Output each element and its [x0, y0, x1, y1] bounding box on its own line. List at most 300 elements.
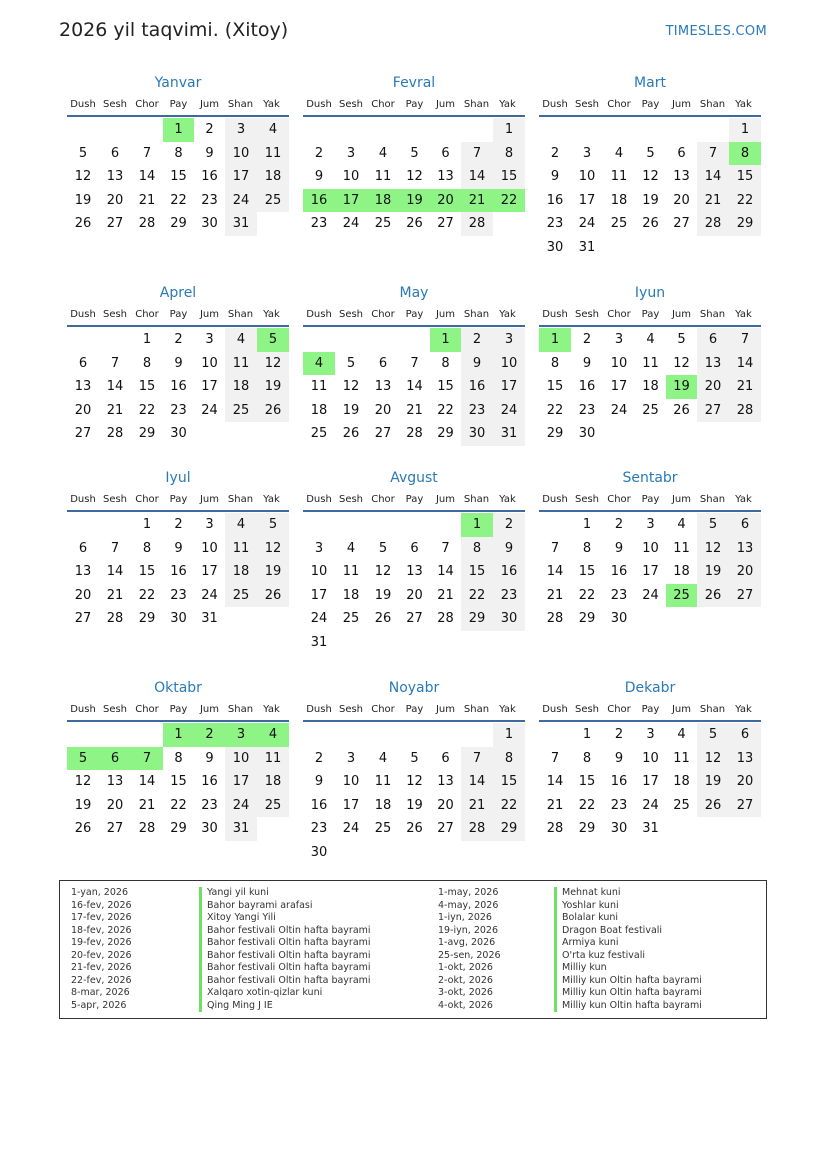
- day-cell: 17: [342, 797, 360, 813]
- month-sentabr: [539, 468, 761, 631]
- day-cell: 18: [673, 774, 690, 789]
- day-cell: 8: [174, 750, 183, 766]
- day-cell: 25: [673, 797, 690, 813]
- day-cell: 17: [642, 774, 659, 789]
- day-cell: 15: [138, 379, 156, 394]
- header-divider: [539, 510, 761, 512]
- day-cell: 15: [461, 560, 493, 584]
- day-cell: 20: [74, 402, 92, 418]
- day-cell: 15: [729, 165, 761, 189]
- day-cell: 5: [677, 332, 686, 347]
- day-empty: [430, 513, 461, 537]
- day-cell: 18: [342, 587, 360, 603]
- day-cell-holiday: 5: [257, 328, 289, 352]
- day-cell: 6: [410, 540, 419, 556]
- day-cell: 18: [642, 379, 659, 394]
- month-name: Fevral: [392, 75, 436, 91]
- day-grid: [303, 118, 525, 236]
- day-cell: 14: [729, 352, 761, 376]
- day-cell: 13: [406, 564, 423, 579]
- day-cell: 10: [225, 142, 257, 166]
- day-cell: 1: [582, 517, 592, 532]
- day-cell: 19: [642, 192, 659, 208]
- day-cell: 19: [74, 192, 92, 208]
- weekday-label: Shan: [463, 704, 490, 715]
- day-grid: [67, 118, 289, 236]
- day-empty: [367, 118, 399, 142]
- day-empty: [99, 118, 131, 142]
- weekday-label: Shan: [699, 309, 726, 320]
- day-cell: 27: [729, 794, 761, 818]
- day-cell: 28: [437, 611, 454, 626]
- weekday-label: Dush: [306, 309, 332, 320]
- day-cell: 15: [546, 379, 564, 394]
- weekday-label: Pay: [405, 704, 424, 715]
- day-cell: 23: [461, 399, 493, 423]
- header-divider: [67, 115, 289, 117]
- day-cell: 2: [205, 122, 214, 137]
- weekday-label: Jum: [435, 99, 456, 110]
- weekday-label: Sesh: [102, 494, 128, 505]
- day-grid: [539, 513, 761, 631]
- day-cell: 10: [201, 540, 218, 556]
- day-empty: [697, 118, 729, 142]
- day-cell: 19: [257, 560, 289, 584]
- weekday-label: Pay: [169, 309, 188, 320]
- day-cell: 13: [729, 747, 761, 771]
- weekday-label: Yak: [263, 309, 280, 320]
- day-cell: 24: [201, 402, 218, 418]
- legend-holiday-name: Milliy kun: [554, 962, 702, 975]
- day-cell: 15: [170, 774, 187, 789]
- day-cell-holiday: 1: [539, 328, 571, 352]
- legend-holiday-name: Bahor festivali Oltin hafta bayrami: [199, 950, 371, 963]
- day-cell: 22: [170, 797, 187, 813]
- day-cell: 25: [225, 584, 257, 608]
- day-cell: 30: [610, 821, 628, 836]
- day-cell: 25: [310, 426, 328, 441]
- day-cell: 27: [374, 426, 392, 441]
- day-cell: 12: [406, 774, 423, 789]
- day-cell: 11: [342, 564, 360, 579]
- weekday-label: Chor: [135, 704, 159, 715]
- day-cell: 9: [205, 145, 214, 161]
- day-cell: 2: [174, 517, 183, 532]
- day-cell: 28: [138, 216, 156, 231]
- day-cell-holiday: 1: [430, 328, 461, 352]
- weekday-label: Yak: [735, 309, 752, 320]
- day-cell: 24: [610, 402, 628, 418]
- day-cell: 10: [201, 355, 218, 371]
- day-cell: 7: [110, 355, 120, 371]
- legend-holiday-name: Dragon Boat festivali: [554, 925, 702, 938]
- day-cell: 24: [642, 587, 659, 603]
- legend-holiday-name: Bolalar kuni: [554, 912, 702, 925]
- day-empty: [430, 118, 461, 142]
- day-empty: [303, 723, 335, 747]
- day-cell: 27: [673, 216, 690, 231]
- day-cell: 11: [610, 169, 628, 184]
- day-cell: 15: [138, 564, 156, 579]
- legend-date: 18-fev, 2026: [71, 924, 132, 936]
- weekday-header: [303, 701, 525, 719]
- weekday-label: Dush: [70, 704, 96, 715]
- day-empty: [367, 723, 399, 747]
- weekday-label: Shan: [699, 494, 726, 505]
- day-cell: 5: [697, 723, 729, 747]
- day-cell: 29: [578, 821, 596, 836]
- weekday-label: Sesh: [338, 309, 364, 320]
- weekday-label: Sesh: [338, 99, 364, 110]
- day-cell: 28: [697, 212, 729, 236]
- day-cell: 27: [406, 611, 423, 626]
- day-cell: 12: [673, 355, 690, 371]
- day-cell: 9: [582, 355, 592, 371]
- weekday-label: Yak: [263, 99, 280, 110]
- weekday-label: Pay: [405, 494, 424, 505]
- legend-date: 5-apr, 2026: [71, 999, 127, 1011]
- day-cell: 7: [410, 355, 419, 371]
- day-grid: [539, 118, 761, 259]
- day-cell: 22: [493, 794, 525, 818]
- day-cell: 21: [406, 402, 423, 418]
- day-empty: [539, 723, 571, 747]
- holiday-legend: [59, 880, 767, 1019]
- weekday-label: Jum: [435, 494, 456, 505]
- day-cell: 5: [346, 355, 356, 371]
- day-cell: 14: [546, 774, 564, 789]
- legend-holiday-name: Bahor festivali Oltin hafta bayrami: [199, 937, 371, 950]
- month-iyul: [67, 468, 289, 631]
- day-grid: [303, 513, 525, 654]
- day-cell: 3: [646, 517, 655, 532]
- legend-date: 1-may, 2026: [438, 887, 499, 898]
- day-cell: 6: [729, 723, 761, 747]
- day-cell: 18: [257, 165, 289, 189]
- day-empty: [399, 513, 430, 537]
- day-empty: [666, 118, 697, 142]
- day-cell: 20: [729, 770, 761, 794]
- weekday-label: Shan: [699, 99, 726, 110]
- day-cell: 22: [578, 797, 596, 813]
- weekday-label: Yak: [263, 704, 280, 715]
- day-cell: 3: [614, 332, 624, 347]
- day-cell-holiday: 1: [163, 723, 194, 747]
- day-cell: 3: [205, 517, 214, 532]
- day-cell: 26: [697, 584, 729, 608]
- weekday-label: Sesh: [574, 99, 600, 110]
- weekday-header: [303, 491, 525, 509]
- weekday-label: Yak: [499, 99, 516, 110]
- day-cell: 8: [461, 537, 493, 561]
- day-cell: 13: [437, 774, 454, 789]
- day-cell: 26: [406, 216, 423, 231]
- day-cell: 21: [138, 797, 156, 813]
- day-cell: 2: [314, 750, 324, 766]
- day-cell: 4: [378, 750, 388, 766]
- day-cell: 10: [578, 169, 596, 184]
- weekday-label: Pay: [641, 99, 660, 110]
- day-cell: 28: [546, 611, 564, 626]
- day-cell: 30: [170, 611, 187, 626]
- day-cell: 14: [138, 169, 156, 184]
- day-grid: [67, 723, 289, 841]
- brand-link[interactable]: TIMESLES.COM: [665, 24, 767, 39]
- day-cell: 17: [225, 770, 257, 794]
- day-cell-holiday: 18: [367, 189, 399, 213]
- legend-holiday-name: Xalqaro xotin-qizlar kuni: [199, 987, 371, 1000]
- weekday-label: Sesh: [338, 494, 364, 505]
- page-title: 2026 yil taqvimi. (Xitoy): [59, 19, 289, 41]
- day-grid: [539, 328, 761, 446]
- day-cell: 15: [493, 165, 525, 189]
- day-cell: 11: [673, 750, 690, 766]
- weekday-label: Dush: [306, 494, 332, 505]
- day-cell: 8: [174, 145, 183, 161]
- month-name: Noyabr: [388, 680, 440, 696]
- day-cell: 13: [437, 169, 454, 184]
- day-cell: 27: [697, 399, 729, 423]
- day-cell-holiday: 2: [194, 723, 225, 747]
- legend-date: 17-fev, 2026: [71, 912, 132, 923]
- day-cell: 11: [310, 379, 328, 394]
- day-cell: 13: [729, 537, 761, 561]
- day-cell: 11: [673, 540, 690, 556]
- legend-date: 21-fev, 2026: [71, 962, 132, 973]
- day-cell: 11: [257, 747, 289, 771]
- day-cell-holiday: 7: [131, 747, 163, 771]
- day-cell: 1: [142, 517, 152, 532]
- legend-holiday-name: Milliy kun Oltin hafta bayrami: [554, 987, 702, 1000]
- day-cell: 6: [677, 145, 686, 161]
- month-dekabr: [539, 678, 761, 841]
- day-cell: 3: [582, 145, 592, 161]
- day-cell: 6: [441, 145, 450, 161]
- day-cell: 28: [406, 426, 423, 441]
- day-cell: 20: [437, 797, 454, 813]
- day-cell: 26: [642, 216, 659, 231]
- header-divider: [303, 720, 525, 722]
- day-cell-holiday: 19: [666, 375, 697, 399]
- day-grid: [303, 723, 525, 864]
- day-cell: 8: [493, 747, 525, 771]
- day-cell: 12: [697, 747, 729, 771]
- day-empty: [367, 328, 399, 352]
- day-cell: 7: [461, 142, 493, 166]
- day-cell: 11: [225, 352, 257, 376]
- day-cell: 23: [493, 584, 525, 608]
- day-cell: 1: [729, 118, 761, 142]
- weekday-label: Yak: [499, 309, 516, 320]
- day-cell: 28: [546, 821, 564, 836]
- day-cell: 3: [205, 332, 214, 347]
- day-cell: 7: [142, 145, 152, 161]
- day-cell: 5: [257, 513, 289, 537]
- day-cell: 8: [142, 355, 152, 371]
- day-cell: 25: [225, 399, 257, 423]
- day-empty: [67, 328, 99, 352]
- day-cell: 16: [546, 192, 564, 208]
- day-cell: 17: [642, 564, 659, 579]
- day-cell: 30: [493, 607, 525, 631]
- day-cell: 6: [378, 355, 388, 371]
- day-cell: 23: [201, 192, 218, 208]
- weekday-label: Dush: [542, 704, 568, 715]
- day-cell: 9: [461, 352, 493, 376]
- weekday-label: Jum: [671, 309, 692, 320]
- month-yanvar: [67, 73, 289, 236]
- day-cell: 20: [106, 192, 124, 208]
- weekday-label: Chor: [607, 99, 631, 110]
- legend-date: 1-okt, 2026: [438, 962, 493, 973]
- day-cell-holiday: 19: [399, 189, 430, 213]
- day-cell: 8: [493, 142, 525, 166]
- day-cell: 2: [582, 332, 592, 347]
- day-cell: 17: [610, 379, 628, 394]
- day-cell-holiday: 25: [666, 584, 697, 608]
- weekday-label: Dush: [542, 309, 568, 320]
- day-cell: 31: [493, 422, 525, 446]
- day-grid: [303, 328, 525, 446]
- month-fevral: [303, 73, 525, 236]
- day-cell: 20: [406, 587, 423, 603]
- day-cell: 18: [225, 560, 257, 584]
- day-cell: 29: [138, 426, 156, 441]
- month-name: Sentabr: [622, 470, 678, 486]
- day-cell: 3: [646, 727, 655, 742]
- legend-dates-right: [438, 887, 501, 1012]
- day-cell: 14: [437, 564, 454, 579]
- day-cell: 9: [314, 774, 324, 789]
- legend-holiday-name: Mehnat kuni: [554, 887, 702, 900]
- weekday-label: Chor: [371, 494, 395, 505]
- day-cell: 26: [374, 611, 392, 626]
- day-cell: 4: [257, 118, 289, 142]
- day-cell: 19: [257, 375, 289, 399]
- day-cell: 9: [174, 355, 183, 371]
- day-cell: 8: [441, 355, 450, 371]
- day-cell: 5: [697, 513, 729, 537]
- day-cell: 20: [106, 797, 124, 813]
- day-cell: 29: [138, 611, 156, 626]
- day-cell: 25: [257, 794, 289, 818]
- day-empty: [399, 328, 430, 352]
- day-cell: 24: [493, 399, 525, 423]
- legend-holiday-name: Bahor festivali Oltin hafta bayrami: [199, 925, 371, 938]
- day-cell-holiday: 20: [430, 189, 461, 213]
- day-cell: 7: [550, 750, 560, 766]
- legend-holiday-name: Milliy kun Oltin hafta bayrami: [554, 975, 702, 988]
- day-cell: 29: [461, 607, 493, 631]
- weekday-label: Pay: [641, 494, 660, 505]
- weekday-label: Sesh: [102, 99, 128, 110]
- day-cell: 19: [697, 560, 729, 584]
- day-cell: 28: [106, 611, 124, 626]
- weekday-label: Chor: [135, 99, 159, 110]
- day-empty: [67, 118, 99, 142]
- day-cell: 29: [729, 212, 761, 236]
- day-cell: 29: [170, 216, 187, 231]
- day-cell: 12: [642, 169, 659, 184]
- day-cell: 1: [142, 332, 152, 347]
- weekday-label: Pay: [641, 309, 660, 320]
- day-cell: 1: [493, 723, 525, 747]
- month-name: Oktabr: [154, 680, 202, 696]
- day-cell: 28: [461, 212, 493, 236]
- legend-holiday-name: Qing Ming J IE: [199, 1000, 371, 1013]
- weekday-label: Jum: [199, 99, 220, 110]
- legend-date: 25-sen, 2026: [438, 949, 501, 961]
- day-cell: 27: [437, 821, 454, 836]
- day-cell: 11: [642, 355, 659, 371]
- day-cell: 9: [205, 750, 214, 766]
- day-cell: 21: [546, 587, 564, 603]
- day-cell: 8: [582, 540, 592, 556]
- day-cell: 26: [74, 216, 92, 231]
- weekday-label: Pay: [641, 704, 660, 715]
- day-cell: 15: [170, 169, 187, 184]
- day-cell: 18: [610, 192, 628, 208]
- day-cell: 29: [170, 821, 187, 836]
- header-divider: [67, 510, 289, 512]
- day-cell: 3: [346, 145, 356, 161]
- day-cell: 30: [170, 426, 187, 441]
- weekday-label: Jum: [199, 309, 220, 320]
- header-divider: [539, 325, 761, 327]
- legend-names-left: [199, 887, 371, 1012]
- month-name: Yanvar: [154, 75, 202, 91]
- day-cell: 24: [342, 216, 360, 231]
- day-cell: 5: [410, 145, 419, 161]
- day-cell: 5: [410, 750, 419, 766]
- day-cell: 11: [257, 142, 289, 166]
- day-cell: 13: [106, 774, 124, 789]
- day-cell: 17: [493, 375, 525, 399]
- day-cell: 19: [697, 770, 729, 794]
- legend-date: 1-yan, 2026: [71, 887, 128, 898]
- day-cell: 6: [110, 145, 120, 161]
- month-iyun: [539, 283, 761, 446]
- day-cell: 21: [546, 797, 564, 813]
- weekday-label: Jum: [671, 704, 692, 715]
- legend-holiday-name: Bahor bayrami arafasi: [199, 900, 371, 913]
- day-cell: 14: [406, 379, 423, 394]
- month-name: May: [399, 285, 429, 301]
- legend-date: 8-mar, 2026: [71, 987, 130, 998]
- day-cell: 25: [257, 189, 289, 213]
- day-cell: 23: [170, 587, 187, 603]
- weekday-header: [67, 96, 289, 114]
- weekday-label: Shan: [463, 309, 490, 320]
- day-cell: 7: [697, 142, 729, 166]
- day-cell: 19: [374, 587, 392, 603]
- day-cell: 22: [546, 402, 564, 418]
- weekday-label: Dush: [542, 99, 568, 110]
- day-cell: 24: [225, 794, 257, 818]
- day-cell: 2: [493, 513, 525, 537]
- day-cell: 13: [74, 564, 92, 579]
- day-cell: 16: [170, 379, 187, 394]
- day-cell: 10: [642, 540, 659, 556]
- weekday-label: Yak: [735, 704, 752, 715]
- day-empty: [399, 723, 430, 747]
- day-empty: [335, 118, 367, 142]
- day-cell: 23: [610, 797, 628, 813]
- day-cell: 15: [578, 564, 596, 579]
- day-cell: 10: [493, 352, 525, 376]
- month-avgust: [303, 468, 525, 654]
- weekday-label: Dush: [70, 99, 96, 110]
